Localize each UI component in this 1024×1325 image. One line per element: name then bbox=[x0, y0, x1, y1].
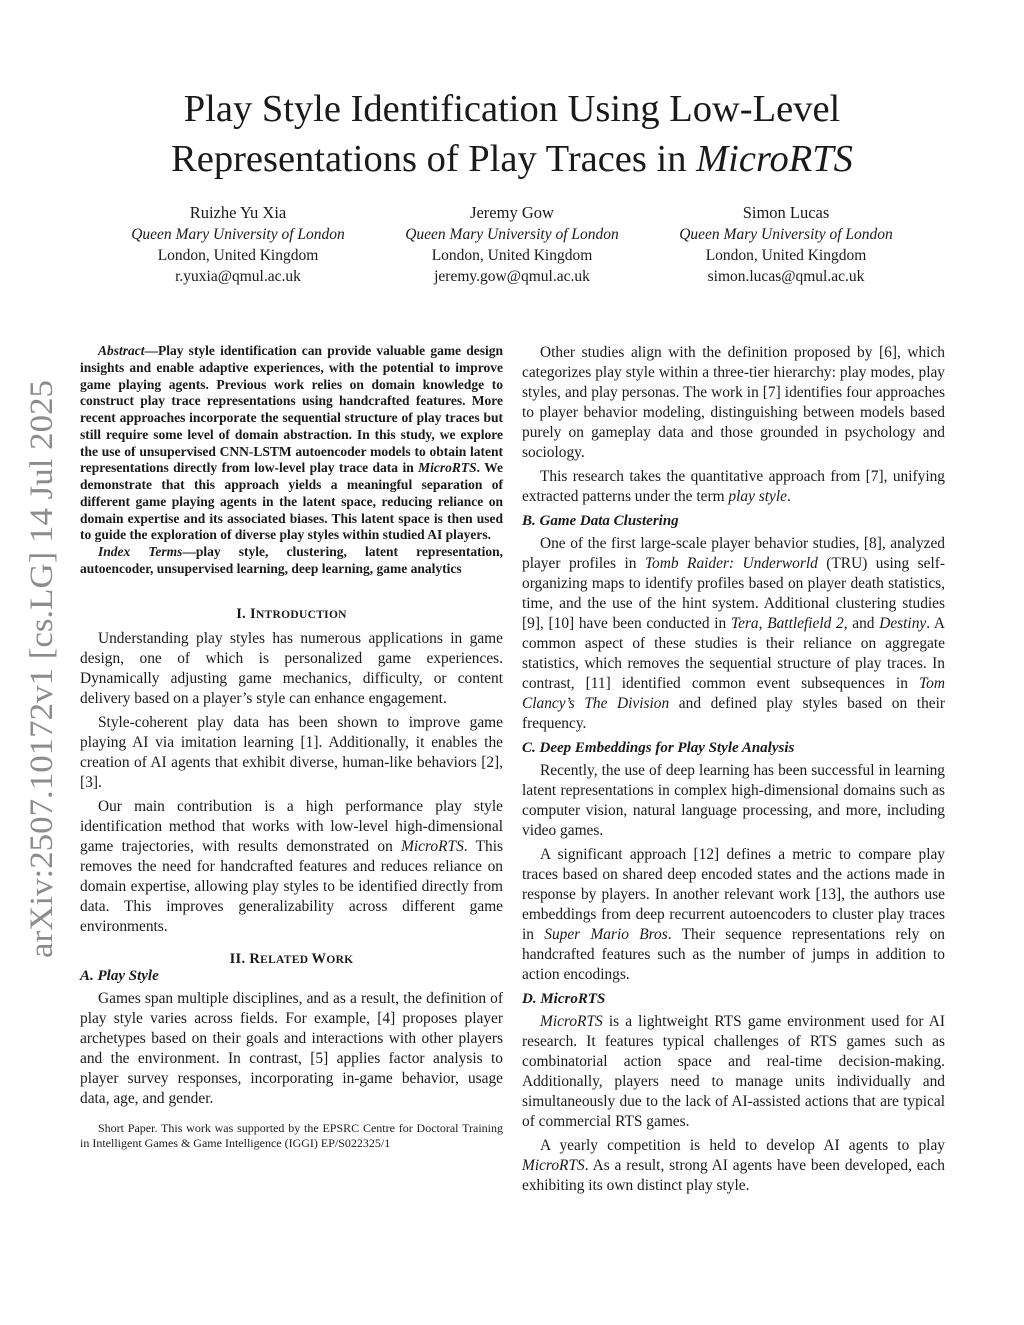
author-block bbox=[100, 202, 924, 292]
intro-paragraph-1: Understanding play styles has numerous applications in game design, one of which is personalized game experiences. Dynamically adjusting game mechanics, difficulty, or content delivery based on a player’s style can enhance engagement. bbox=[80, 629, 503, 707]
related-b-emph-2: Tera bbox=[730, 615, 759, 632]
related-c-emph: Super Mario Bros bbox=[544, 926, 668, 943]
arxiv-stamp-text: arXiv:2507.10172v1 [cs.LG] 14 Jul 2025 bbox=[24, 411, 60, 958]
right-column bbox=[522, 343, 945, 1196]
related-c-text-a: A significant approach [12] defines a metric to compare play traces based on shared deep encoded states and the actions made in response by players. In another relevant work [13], the authors use embeddings from deep recurrent autoencoders to cluster play traces in bbox=[522, 846, 945, 943]
author-name: Ruizhe Yu Xia bbox=[189, 203, 287, 222]
author-email: jeremy.gow@qmul.ac.uk bbox=[434, 268, 590, 285]
author-email: simon.lucas@qmul.ac.uk bbox=[707, 268, 865, 285]
subsection-heading-play-style: A. Play Style bbox=[80, 967, 159, 984]
author-location: London, United Kingdom bbox=[431, 247, 593, 264]
intro-p3-text-b: . This removes the need for handcrafted features and reduces reliance on domain expertise, allowing play styles to be identified directly from data. This improves generalizability across different game environments. bbox=[80, 837, 503, 935]
footnote: Short Paper. This work was supported by the EPSRC Centre for Doctoral Training in Intelligent Games & Game Intelligence (IGGI) EP/S022325/1 bbox=[80, 1120, 503, 1150]
section-heading-related-work bbox=[80, 951, 503, 968]
abstract-label: Abstract bbox=[98, 343, 145, 358]
title-line-2-text: Representations of Play Traces in bbox=[171, 138, 697, 180]
section-number: I. bbox=[236, 605, 250, 622]
related-b-text-e: . A common aspect of these studies is their reliance on aggregate statistics, which removes the sequential structure of play traces. In contrast, [11] identified common event subsequences in bbox=[522, 615, 946, 692]
left-column bbox=[80, 343, 503, 1151]
related-d-paragraph-1 bbox=[522, 1012, 945, 1132]
subsection-heading-microrts: D. MicroRTS bbox=[522, 991, 606, 1007]
subsection-heading-deep-embeddings: C. Deep Embeddings for Play Style Analysis bbox=[522, 740, 795, 756]
author-name: Simon Lucas bbox=[742, 203, 830, 222]
author-3 bbox=[651, 202, 921, 287]
abstract-text-2: . We demonstrate that this approach yields a meaningful separation of different game playing agents in the latent space, reducing reliance on domain expertise and its associated biases. This latent space is then used to guide the exploration of diverse play styles within studied AI players. bbox=[80, 460, 503, 543]
related-c-paragraph-2 bbox=[522, 845, 945, 985]
index-terms-text: —play style, clustering, latent representation, autoencoder, unsupervised learning, deep learning, game analytics bbox=[80, 544, 503, 576]
related-d2-text-a: A yearly competition is held to develop AI agents to play bbox=[540, 1137, 945, 1154]
author-location: London, United Kingdom bbox=[705, 247, 867, 264]
section-heading-rest-2: ORK bbox=[326, 953, 354, 966]
author-affiliation: Queen Mary University of London bbox=[679, 226, 893, 243]
section-heading-cap-2: W bbox=[311, 950, 327, 967]
related-a-paragraph-1: Games span multiple disciplines, and as a result, the definition of play style varies across fields. For example, [4] proposes player archetypes based on their goals and interactions with other players and the environment. In contrast, [5] applies factor analysis to player survey responses, incorporating in-game behavior, usage data, age, and gender. bbox=[80, 989, 503, 1107]
section-number: II. bbox=[229, 950, 250, 967]
related-d2-text-b: . As a result, strong AI agents have been developed, each exhibiting its own distinct play style. bbox=[522, 1157, 945, 1194]
author-1 bbox=[103, 202, 373, 287]
section-heading-introduction bbox=[80, 606, 503, 623]
index-terms bbox=[80, 544, 503, 578]
intro-paragraph-3 bbox=[80, 797, 503, 937]
section-heading-rest: NTRODUCTION bbox=[255, 608, 347, 621]
related-a-p3-text-b: . bbox=[786, 488, 791, 505]
section-heading-cap-1: R bbox=[249, 950, 261, 967]
title-line-2 bbox=[100, 134, 924, 184]
author-email: r.yuxia@qmul.ac.uk bbox=[175, 268, 301, 285]
intro-p3-text-a: Our main contribution is a high performance play style identification method that works with low-level high-dimensional game trajectories, with results demonstrated on bbox=[80, 797, 503, 855]
related-b-emph-1: Tomb Raider: Underworld bbox=[644, 555, 818, 572]
intro-p3-emph: MicroRTS bbox=[401, 837, 464, 855]
related-b-text-f: and defined play styles based on their frequency. bbox=[522, 695, 945, 732]
author-2 bbox=[377, 202, 647, 287]
related-d-emph: MicroRTS bbox=[540, 1013, 603, 1030]
related-b-text-b: (TRU) using self-organizing maps to identify profiles based on player death statistics, time, and the use of the hint system. Additional clustering studies [9], [10] have been conducted in bbox=[522, 555, 945, 632]
index-terms-label: Index Terms bbox=[98, 544, 183, 559]
related-b-text-c: , bbox=[758, 615, 768, 632]
related-c-text-b: . Their sequence representations rely on handcrafted features such as the number of jumps in addition to action encodings. bbox=[522, 926, 945, 983]
author-location: London, United Kingdom bbox=[157, 247, 319, 264]
related-b-text-d: , and bbox=[843, 615, 880, 632]
related-c-paragraph-1: Recently, the use of deep learning has been successful in learning latent representations in complex high-dimensional domains such as computer vision, natural language processing, and more, including video games. bbox=[522, 762, 945, 839]
section-heading-cap: I bbox=[250, 605, 256, 622]
related-a-paragraph-2: Other studies align with the definition proposed by [6], which categorizes play style within a three-tier hierarchy: play modes, play styles, and play personas. The work in [7] identifies four approaches to player behavior modeling, distinguishing between models based purely on gameplay data and those grounded in psychology and sociology. bbox=[522, 344, 945, 461]
related-a-p3-text-a: This research takes the quantitative approach from [7], unifying extracted patterns under the term bbox=[522, 468, 945, 505]
related-b-text-a: One of the first large-scale player behavior studies, [8], analyzed player profiles in bbox=[522, 535, 945, 572]
related-b-paragraph-1 bbox=[522, 534, 945, 734]
intro-paragraph-2: Style-coherent play data has been shown to improve game playing AI via imitation learning [1]. Additionally, it enables the creation of AI agents that exhibit diverse, human-like behaviors [2], [3]. bbox=[80, 713, 503, 791]
title-block bbox=[100, 84, 924, 184]
paper-title bbox=[100, 84, 924, 184]
section-heading-rest-1: ELATED bbox=[260, 953, 312, 966]
related-b-emph-4: Destiny bbox=[879, 615, 927, 632]
related-b-emph-5: Tom Clancy’s The Division bbox=[522, 675, 945, 712]
abstract-text-1: —Play style identification can provide valuable game design insights and enable adaptive experiences, with the potential to improve game playing agents. Previous work relies on domain knowledge to construct play trace representations using handcrafted features. More recent approaches incorporate the sequential structure of play traces but still require some level of domain abstraction. In this study, we explore the use of unsupervised CNN-LSTM autoencoder models to obtain latent representations directly from low-level play trace data in bbox=[80, 343, 503, 476]
author-affiliation: Queen Mary University of London bbox=[131, 226, 345, 243]
related-b-emph-3: Battlefield 2 bbox=[767, 615, 844, 632]
title-line-1: Play Style Identification Using Low-Level bbox=[183, 88, 841, 130]
related-d-text: is a lightweight RTS game environment used for AI research. It features typical challenges of RTS games such as combinatorial action space and real-time decision-making. Additionally, players need to manage units individually and simultaneously due to the lack of AI-assisted actions that are typical of commercial RTS games. bbox=[522, 1013, 945, 1130]
title-line-2-emph: MicroRTS bbox=[696, 138, 853, 180]
author-affiliation: Queen Mary University of London bbox=[405, 226, 619, 243]
related-d2-emph: MicroRTS bbox=[522, 1157, 585, 1174]
related-a-p3-emph: play style bbox=[728, 488, 787, 505]
related-d-paragraph-2 bbox=[522, 1136, 945, 1196]
author-name: Jeremy Gow bbox=[470, 203, 554, 222]
arxiv-stamp bbox=[12, 378, 68, 958]
subsection-heading-game-data-clustering: B. Game Data Clustering bbox=[522, 513, 679, 529]
abstract bbox=[80, 343, 503, 544]
related-a-paragraph-3 bbox=[522, 467, 945, 507]
abstract-emph: MicroRTS bbox=[418, 460, 477, 476]
